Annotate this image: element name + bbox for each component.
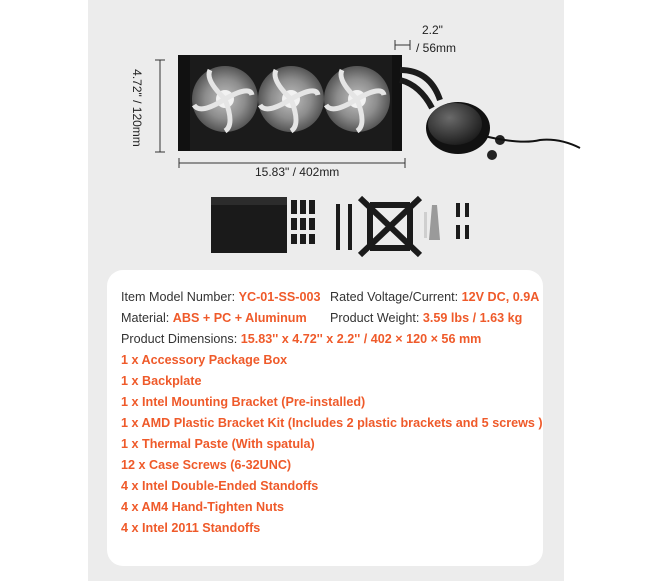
voltage-value: 12V DC, 0.9A — [461, 290, 540, 304]
coolant-tubes — [400, 70, 440, 108]
spec-row-2 — [121, 311, 307, 325]
weight-value: 3.59 lbs / 1.63 kg — [422, 311, 523, 325]
weight-label: Product Weight: — [330, 311, 420, 325]
standoffs — [456, 203, 469, 239]
amd-brackets — [338, 204, 350, 250]
voltage-label: Rated Voltage/Current: — [330, 290, 459, 304]
spec-row-3 — [121, 332, 481, 346]
fan-2 — [258, 66, 324, 132]
height-dimension-line — [155, 60, 165, 152]
package-item: 4 x Intel Double-Ended Standoffs — [121, 479, 319, 493]
fan-3 — [324, 66, 390, 132]
thermal-paste — [424, 205, 440, 240]
spec-row-weight — [330, 311, 522, 325]
model-value: YC-01-SS-003 — [238, 290, 321, 304]
fan-1 — [192, 66, 258, 132]
material-value: ABS + PC + Aluminum — [172, 311, 307, 325]
depth-dimension-bottom: / 56mm — [416, 41, 457, 55]
package-item: 1 x Backplate — [121, 374, 202, 388]
spec-row-voltage — [330, 290, 539, 304]
package-item: 4 x AM4 Hand-Tighten Nuts — [121, 500, 285, 514]
package-item: 1 x Thermal Paste (With spatula) — [121, 437, 315, 451]
dimensions-value: 15.83'' x 4.72'' x 2.2'' / 402 × 120 × 56 mm — [240, 332, 482, 346]
product-illustration — [0, 0, 650, 270]
height-dimension: 4.72" / 120mm — [130, 69, 144, 147]
power-cable — [480, 135, 580, 148]
accessory-box — [211, 197, 287, 253]
width-dimension: 15.83" / 402mm — [255, 165, 340, 179]
package-item: 1 x AMD Plastic Bracket Kit (Includes 2 plastic brackets and 5 screws ) — [121, 416, 543, 430]
case-screws — [291, 200, 315, 244]
package-item: 1 x Accessory Package Box — [121, 353, 288, 367]
model-label: Item Model Number: — [121, 290, 236, 304]
depth-dimension-top: 2.2" — [422, 23, 443, 37]
package-item: 4 x Intel 2011 Standoffs — [121, 521, 261, 535]
depth-dimension-line — [395, 40, 410, 50]
package-item: 12 x Case Screws (6-32UNC) — [121, 458, 292, 472]
package-item: 1 x Intel Mounting Bracket (Pre-installed) — [121, 395, 366, 409]
backplate — [360, 198, 420, 255]
spec-row-1 — [121, 290, 321, 304]
dimensions-label: Product Dimensions: — [121, 332, 238, 346]
material-label: Material: — [121, 311, 170, 325]
pump-block — [426, 102, 505, 160]
